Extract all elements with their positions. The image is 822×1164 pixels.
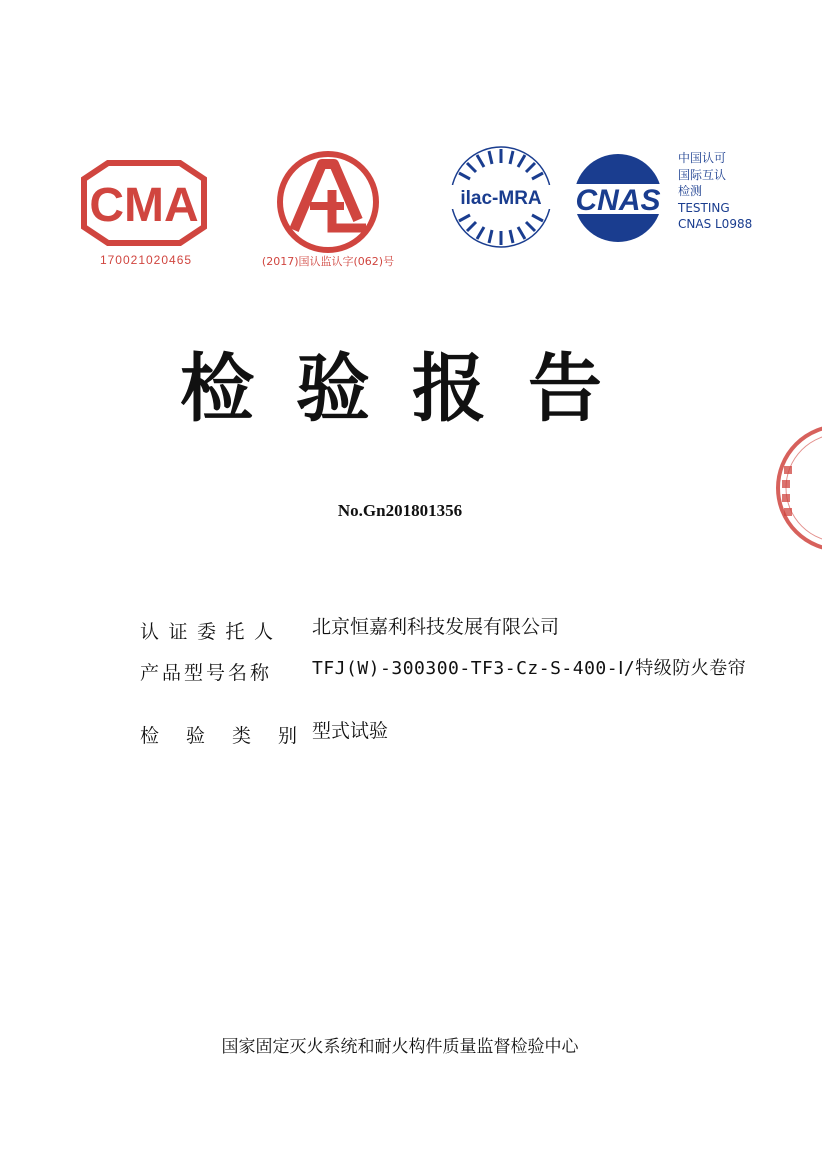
report-title: 检验报告 — [180, 346, 644, 432]
client-label: 认证委托人 — [140, 621, 283, 643]
ilac-mra-logo-icon — [444, 143, 558, 251]
svg-text:ilac-MRA: ilac-MRA — [460, 188, 542, 209]
cnas-accreditation-text — [678, 150, 788, 233]
seal-stamp-icon — [760, 418, 822, 558]
cnas-line: CNAS L0988 — [678, 217, 753, 231]
product-label: 产品型号名称 — [140, 662, 273, 684]
svg-text:CNAS: CNAS — [575, 184, 661, 217]
cma-logo-icon — [80, 155, 208, 250]
product-value: TFJ(W)-300300-TF3-Cz-S-400-Ⅰ/特级防火卷帘 — [312, 658, 747, 679]
test-type-value: 型式试验 — [312, 720, 389, 742]
cnas-line: 国际互认 — [678, 167, 727, 182]
svg-text:CMA: CMA — [89, 179, 199, 232]
report-number: No.Gn201801356 — [337, 501, 463, 520]
cma-certificate-number: 170021020465 — [99, 253, 193, 267]
cnas-line: 中国认可 — [678, 151, 727, 165]
cnas-line: 检测 — [678, 184, 703, 198]
client-value: 北京恒嘉利科技发展有限公司 — [312, 616, 560, 638]
issuing-organization: 国家固定灭火系统和耐火构件质量监督检验中心 — [221, 1037, 579, 1057]
test-type-label: 检验类别 — [140, 725, 325, 747]
cal-certificate-number: (2017)国认监认字(062)号 — [261, 255, 395, 268]
cal-logo-icon — [272, 150, 384, 254]
cnas-logo-icon — [560, 150, 676, 246]
cnas-line: TESTING — [678, 200, 730, 215]
